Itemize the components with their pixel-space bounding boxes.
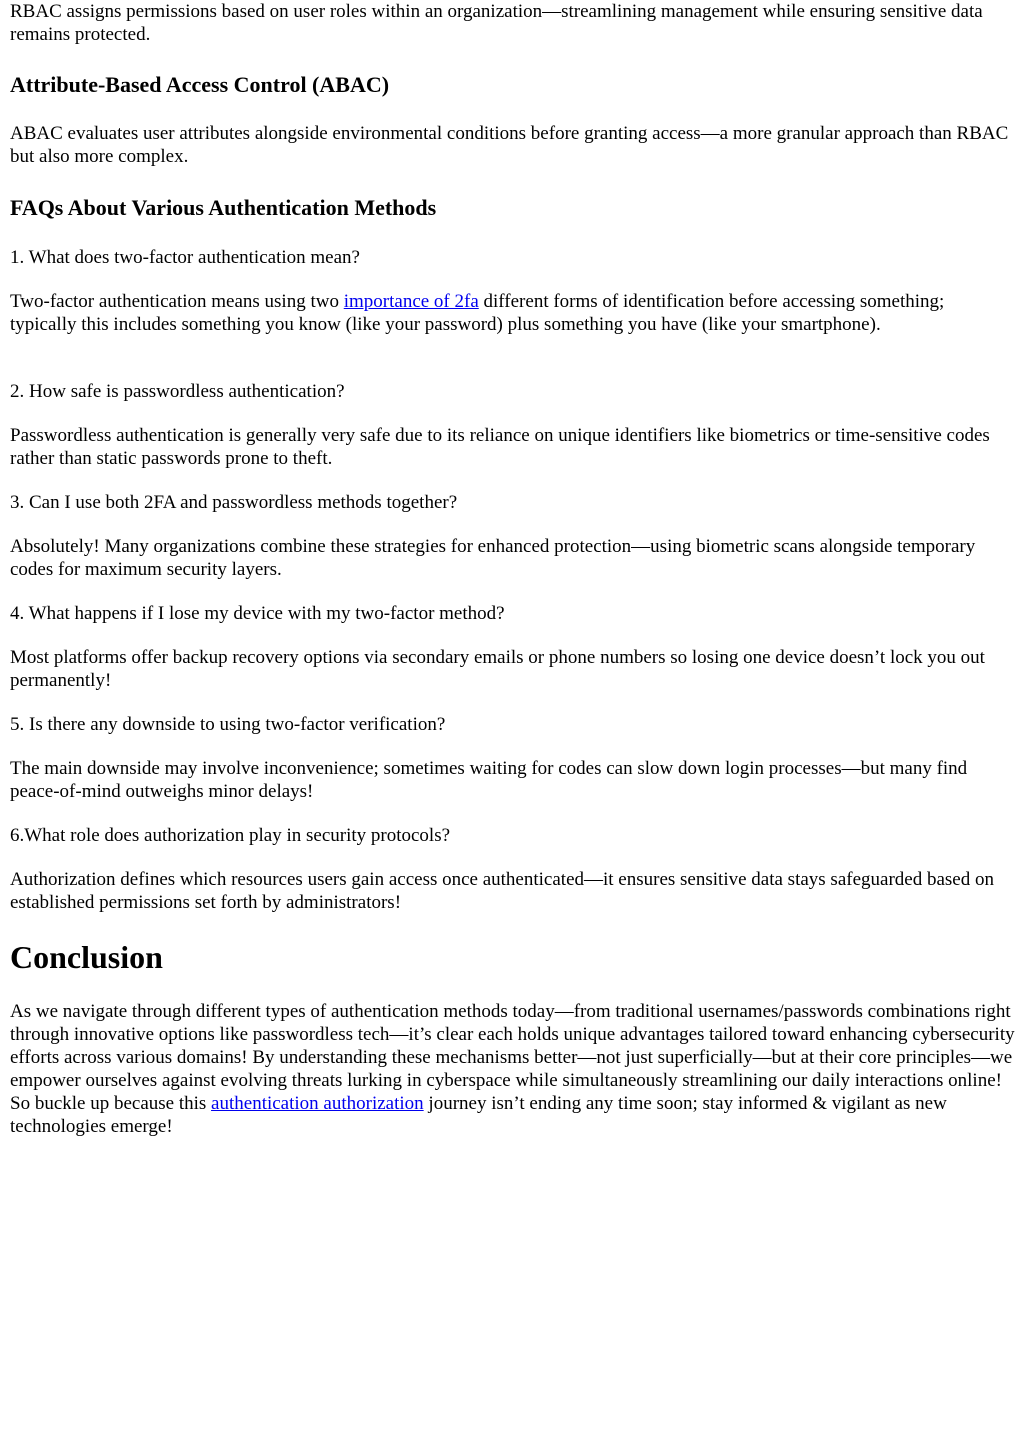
faq-question-3: 3. Can I use both 2FA and passwordless methods together?	[10, 492, 458, 513]
faq-question-5: 5. Is there any downside to using two-factor verification?	[10, 714, 446, 735]
authentication-authorization-link[interactable]: authentication authorization	[211, 1093, 424, 1114]
importance-of-2fa-link[interactable]: importance of 2fa	[343, 291, 479, 312]
conclusion-text-after: journey isn’t ending any time soon; stay informed & vigilant as new technologies emerge!	[10, 1093, 947, 1137]
faq-question-1: 1. What does two-factor authentication mean?	[10, 247, 360, 268]
faq-question-2: 2. How safe is passwordless authentication?	[10, 381, 345, 402]
abac-paragraph: ABAC evaluates user attributes alongside environmental conditions before granting access—a more granular approach than RBAC but also more complex.	[10, 123, 1009, 167]
faq-answer-1-text-before: Two-factor authentication means using two	[10, 291, 344, 312]
conclusion-heading: Conclusion	[10, 939, 163, 975]
faq-answer-3: Absolutely! Many organizations combine these strategies for enhanced protection—using biometric scans alongside temporary codes for maximum security layers.	[10, 536, 976, 580]
faq-answer-5: The main downside may involve inconvenience; sometimes waiting for codes can slow down login processes—but many find peace-of-mind outweighs minor delays!	[10, 758, 968, 802]
faq-answer-1	[10, 290, 1014, 336]
faq-question-4: 4. What happens if I lose my device with my two-factor method?	[10, 603, 505, 624]
faq-answer-2: Passwordless authentication is generally very safe due to its reliance on unique identifiers like biometrics or time-sensitive codes rather than static passwords prone to theft.	[10, 425, 990, 469]
conclusion-text-before: As we navigate through different types of authentication methods today—from traditional usernames/passwords combinations right through innovative options like passwordless tech—it’s clear each holds unique advantages tailored toward enhancing cybersecurity efforts across various domains! By understanding these mechanisms better—not just superficially—but at their core principles—we empower ourselves against evolving threats lurking in cyberspace while simultaneously streamlining our daily interactions online! So buckle up because this	[10, 1001, 1015, 1114]
conclusion-paragraph	[10, 1000, 1016, 1138]
faq-question-6: 6.What role does authorization play in security protocols?	[10, 825, 451, 846]
faq-answer-1-text-after: different forms of identification before accessing something; typically this includes something you know (like your password) plus something you have (like your smartphone).	[10, 291, 945, 335]
faq-answer-4: Most platforms offer backup recovery options via secondary emails or phone numbers so losing one device doesn’t lock you out permanently!	[10, 647, 985, 691]
rbac-paragraph: RBAC assigns permissions based on user roles within an organization—streamlining management while ensuring sensitive data remains protected.	[10, 1, 983, 45]
abac-heading: Attribute-Based Access Control (ABAC)	[10, 72, 390, 97]
faq-heading: FAQs About Various Authentication Methods	[10, 195, 437, 220]
faq-answer-6: Authorization defines which resources users gain access once authenticated—it ensures sensitive data stays safeguarded based on established permissions set forth by administrators!	[10, 869, 994, 913]
